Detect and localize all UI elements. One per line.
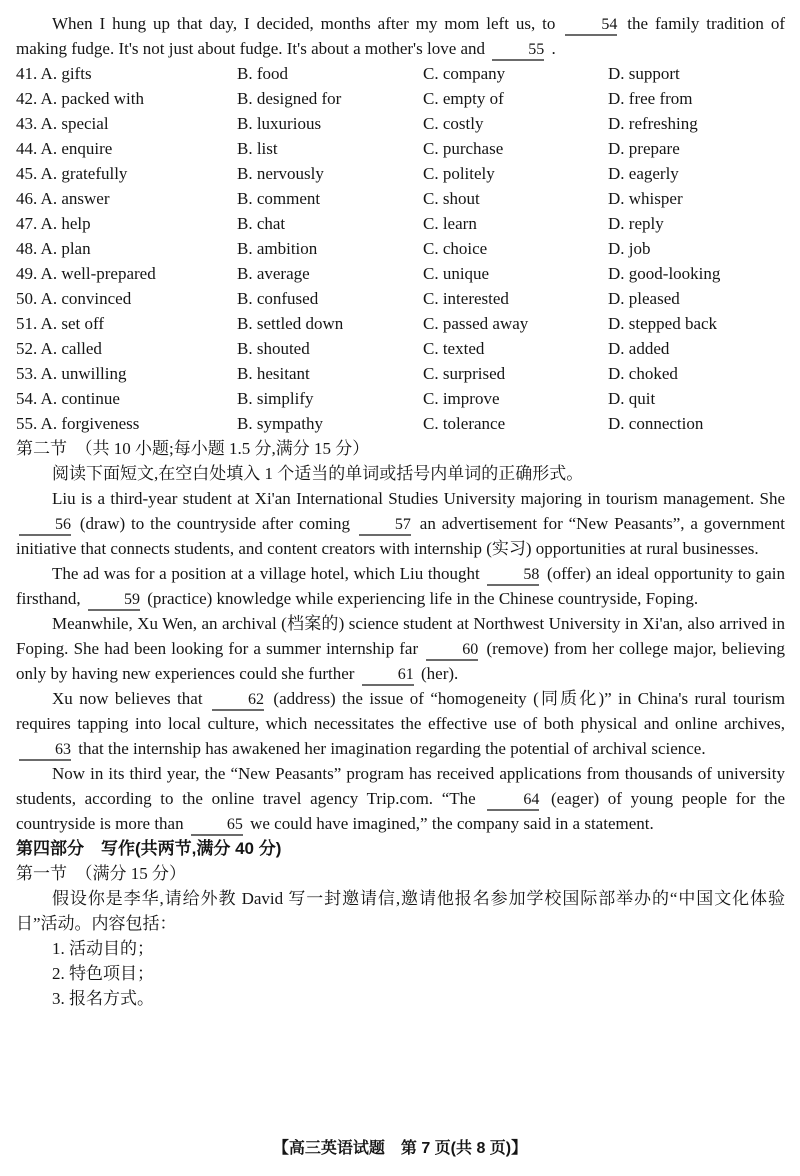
option-42-B: B. designed for <box>237 89 342 108</box>
option-44-A: 44. A. enquire <box>16 139 113 158</box>
option-46-B: B. comment <box>237 189 321 208</box>
option-48-B: B. ambition <box>237 239 318 258</box>
option-54-A: 54. A. continue <box>16 389 120 408</box>
option-47-C: C. learn <box>423 214 477 233</box>
option-54-D: D. quit <box>608 389 656 408</box>
option-43-A: 43. A. special <box>16 114 109 133</box>
blank-59: 59 <box>88 590 140 611</box>
option-50-B: B. confused <box>237 289 319 308</box>
option-42-D: D. free from <box>608 89 693 108</box>
option-41-A: 41. A. gifts <box>16 64 92 83</box>
option-44-C: C. purchase <box>423 139 504 158</box>
option-46-D: D. whisper <box>608 189 683 208</box>
option-43-D: D. refreshing <box>608 114 698 133</box>
blank-55: 55 <box>492 40 544 61</box>
cloze-options-grid <box>16 61 785 436</box>
option-55-A: 55. A. forgiveness <box>16 414 140 433</box>
option-52-B: B. shouted <box>237 339 310 358</box>
blank-58: 58 <box>487 565 539 586</box>
blank-60: 60 <box>426 640 478 661</box>
option-52-A: 52. A. called <box>16 339 102 358</box>
option-49-A: 49. A. well-prepared <box>16 264 156 283</box>
writing-point: 3. 报名方式。 <box>52 989 154 1008</box>
blank-65: 65 <box>191 815 243 836</box>
passage-paragraph: Xu now believes that 62 (address) the issue of “homogeneity (同质化)” in China's rural tourism requires tapping into local culture, which necessitates the effective use of both physical and online archives, 63 that the internship has awakened her imagination regarding the potential of archival science. <box>16 686 785 761</box>
option-41-C: C. company <box>423 64 506 83</box>
option-51-B: B. settled down <box>237 314 344 333</box>
option-43-C: C. costly <box>423 114 484 133</box>
passage-paragraph: The ad was for a position at a village hotel, which Liu thought 58 (offer) an ideal opportunity to gain firsthand, 59 (practice) knowledge while experiencing life in the Chinese countryside, Foping. <box>16 561 785 611</box>
option-41-D: D. support <box>608 64 680 83</box>
blank-61: 61 <box>362 665 414 686</box>
option-46-C: C. shout <box>423 189 480 208</box>
option-51-C: C. passed away <box>423 314 529 333</box>
option-50-A: 50. A. convinced <box>16 289 132 308</box>
option-45-D: D. eagerly <box>608 164 679 183</box>
writing-point: 2. 特色项目； <box>52 964 154 983</box>
part4-section1-header: 第一节 （满分 15 分） <box>16 864 186 883</box>
option-49-C: C. unique <box>423 264 490 283</box>
option-48-A: 48. A. plan <box>16 239 91 258</box>
option-46-A: 46. A. answer <box>16 189 110 208</box>
option-45-B: B. nervously <box>237 164 324 183</box>
option-48-D: D. job <box>608 239 651 258</box>
part4-header: 第四部分 写作(共两节,满分 40 分) <box>16 839 282 858</box>
option-53-D: D. choked <box>608 364 678 383</box>
cloze-intro-paragraph: When I hung up that day, I decided, months after my mom left us, to 54 the family tradition of making fudge. It's not just about fudge. It's about a mother's love and 55 . <box>16 11 785 61</box>
blank-63: 63 <box>19 740 71 761</box>
passage-paragraph: Now in its third year, the “New Peasants” program has received applications from thousands of university students, according to the online travel agency Trip.com. “The 64 (eager) of young people for the countryside is more than 65 we could have imagined,” the company said in a statement. <box>16 761 785 836</box>
option-41-B: B. food <box>237 64 288 83</box>
option-51-A: 51. A. set off <box>16 314 104 333</box>
option-42-A: 42. A. packed with <box>16 89 144 108</box>
option-55-C: C. tolerance <box>423 414 506 433</box>
blank-64: 64 <box>487 790 539 811</box>
blank-54: 54 <box>565 15 617 36</box>
option-52-D: D. added <box>608 339 670 358</box>
option-51-D: D. stepped back <box>608 314 718 333</box>
option-54-B: B. simplify <box>237 389 314 408</box>
option-49-D: D. good-looking <box>608 264 721 283</box>
option-52-C: C. texted <box>423 339 485 358</box>
option-47-B: B. chat <box>237 214 286 233</box>
page-footer: 【高三英语试题 第 7 页(共 8 页)】 <box>272 1140 528 1157</box>
option-53-A: 53. A. unwilling <box>16 364 127 383</box>
option-47-D: D. reply <box>608 214 664 233</box>
option-44-D: D. prepare <box>608 139 680 158</box>
option-53-B: B. hesitant <box>237 364 310 383</box>
passage-paragraph: Liu is a third-year student at Xi'an International Studies University majoring in tourism management. She 56 (draw) to the countryside after coming 57 an advertisement for “New Peasants”, a government initiative that connects students, and content creators with internship (实习) opportunities at rural businesses. <box>16 489 785 558</box>
option-50-D: D. pleased <box>608 289 680 308</box>
option-43-B: B. luxurious <box>237 114 322 133</box>
blank-56: 56 <box>19 515 71 536</box>
section2-instruction: 阅读下面短文,在空白处填入 1 个适当的单词或括号内单词的正确形式。 <box>52 464 584 483</box>
option-45-A: 45. A. gratefully <box>16 164 128 183</box>
option-44-B: B. list <box>237 139 278 158</box>
option-54-C: C. improve <box>423 389 500 408</box>
option-42-C: C. empty of <box>423 89 504 108</box>
option-47-A: 47. A. help <box>16 214 91 233</box>
passage-paragraph: Meanwhile, Xu Wen, an archival (档案的) science student at Northwest University in Xi'an, also arrived in Foping. She had been looking for a summer internship far 60 (remove) from her college major, believing only by having new experiences could she further 61 (her). <box>16 611 785 686</box>
writing-point: 1. 活动目的； <box>52 939 154 958</box>
option-50-C: C. interested <box>423 289 509 308</box>
writing-prompt: 假设你是李华,请给外教 David 写一封邀请信,邀请他报名参加学校国际部举办的“中国文化体验日”活动。内容包括： <box>16 889 785 933</box>
option-53-C: C. surprised <box>423 364 506 383</box>
section2-header: 第二节 （共 10 小题;每小题 1.5 分,满分 15 分） <box>16 439 370 458</box>
option-45-C: C. politely <box>423 164 495 183</box>
blank-57: 57 <box>359 515 411 536</box>
gap-fill-passage <box>16 486 785 836</box>
option-55-D: D. connection <box>608 414 704 433</box>
option-55-B: B. sympathy <box>237 414 323 433</box>
option-49-B: B. average <box>237 264 310 283</box>
option-48-C: C. choice <box>423 239 488 258</box>
writing-points <box>16 936 785 1011</box>
blank-62: 62 <box>212 690 264 711</box>
